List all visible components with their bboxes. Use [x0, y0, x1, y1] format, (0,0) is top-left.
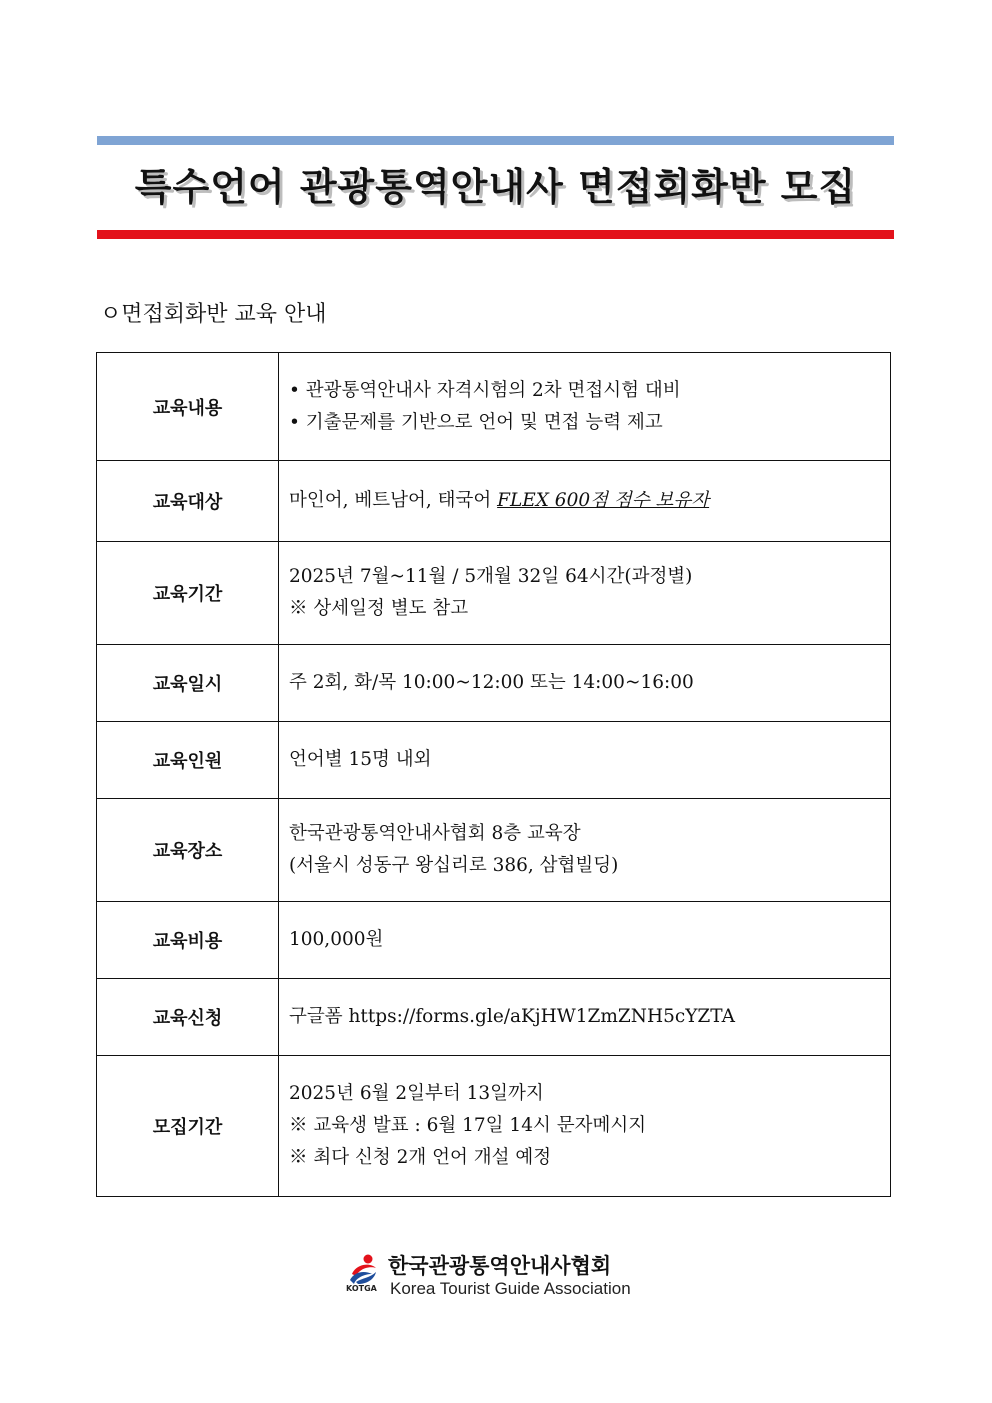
target-prefix: 마인어, 베트남어, 태국어 [289, 490, 498, 511]
value-line: 구글폼 https://forms.gle/aKjHW1ZmZNH5cYZTA [289, 1006, 735, 1027]
value-line: ※ 교육생 발표 : 6월 17일 14시 문자메시지 [289, 1115, 647, 1136]
table-row [97, 1056, 891, 1197]
row-value [279, 542, 891, 645]
title-top-bar [97, 136, 894, 145]
value-line: 한국관광통역안내사협회 8층 교육장 [289, 823, 581, 844]
row-value [279, 799, 891, 902]
org-name-english: Korea Tourist Guide Association [390, 1279, 631, 1298]
value-line: 언어별 15명 내외 [289, 749, 432, 770]
value-line: ※ 최다 신청 2개 언어 개설 예정 [289, 1147, 552, 1168]
title-bottom-bar [97, 230, 894, 239]
table-row [97, 542, 891, 645]
row-label: 교육대상 [97, 461, 279, 542]
row-label: 교육일시 [97, 645, 279, 722]
table-row [97, 902, 891, 979]
value-line: 100,000원 [289, 929, 384, 950]
logo-text: KOTGA [346, 1284, 377, 1293]
row-label: 교육신청 [97, 979, 279, 1056]
table-row [97, 353, 891, 461]
row-label: 교육비용 [97, 902, 279, 979]
row-label: 교육인원 [97, 722, 279, 799]
table-row [97, 645, 891, 722]
table-row [97, 722, 891, 799]
value-line: ※ 상세일정 별도 참고 [289, 598, 469, 619]
row-value [279, 461, 891, 542]
target-highlight: FLEX 600점 점수 보유자 [497, 490, 710, 511]
value-line: 주 2회, 화/목 10:00~12:00 또는 14:00~16:00 [289, 672, 694, 693]
value-line [289, 485, 880, 517]
value-line: • 기출문제를 기반으로 언어 및 면접 능력 제고 [289, 411, 663, 433]
value-line: 2025년 7월~11월 / 5개월 32일 64시간(과정별) [289, 566, 693, 587]
value-line: (서울시 성동구 왕십리로 386, 삼협빌딩) [289, 855, 619, 876]
value-line: 2025년 6월 2일부터 13일까지 [289, 1083, 544, 1104]
table-row [97, 979, 891, 1056]
row-label: 교육내용 [97, 353, 279, 461]
row-value [279, 1056, 891, 1197]
table-row [97, 799, 891, 902]
row-value [279, 353, 891, 461]
value-line: • 관광통역안내사 자격시험의 2차 면접시험 대비 [289, 379, 681, 401]
org-name-korean: 한국관광통역안내사협회 [388, 1254, 612, 1278]
table-row [97, 461, 891, 542]
row-label: 교육기간 [97, 542, 279, 645]
footer [346, 1250, 646, 1300]
row-value [279, 645, 891, 722]
section-heading: ㅇ면접회화반 교육 안내 [100, 302, 327, 327]
page-title: 특수언어 관광통역안내사 면접회화반 모집 [134, 165, 857, 209]
row-value [279, 902, 891, 979]
row-value [279, 979, 891, 1056]
row-label: 모집기간 [97, 1056, 279, 1197]
row-value [279, 722, 891, 799]
row-label: 교육장소 [97, 799, 279, 902]
info-table [96, 352, 891, 1197]
